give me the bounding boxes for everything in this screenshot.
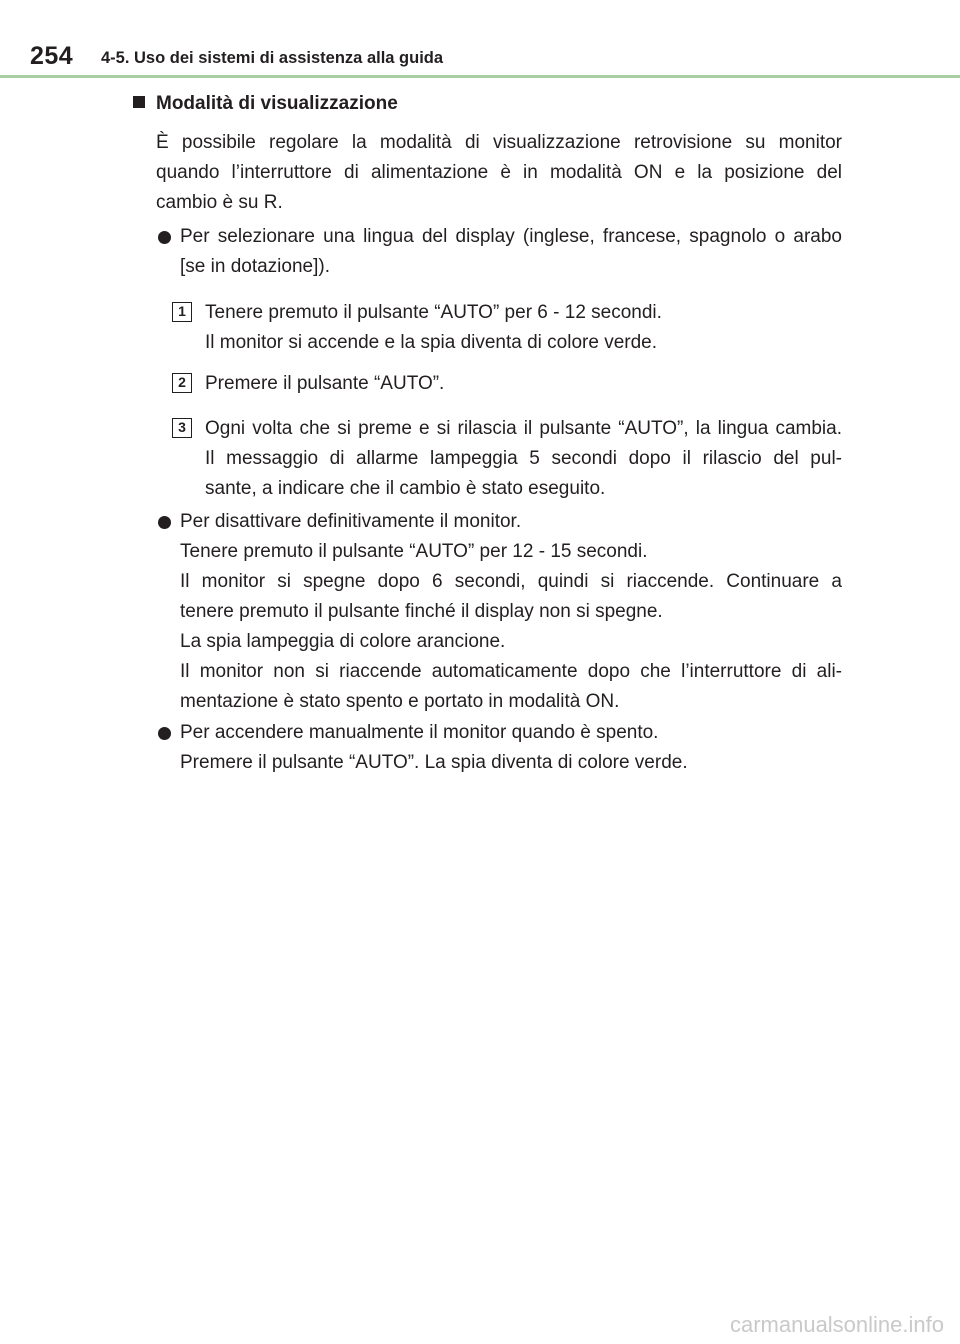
text-line: Per selezionare una lingua del display (inglese, francese, spagnolo o arabo (180, 226, 842, 247)
page-header (0, 0, 960, 82)
page-number: 254 (30, 42, 74, 70)
text-line: La spia lampeggia di colore arancione. (180, 631, 506, 652)
header-divider (0, 75, 960, 78)
step-number-badge: 2 (172, 373, 192, 393)
text-line: tenere premuto il pulsante finché il display non si spegne. (180, 601, 663, 622)
text-line: Premere il pulsante “AUTO”. (205, 373, 445, 394)
black-square-icon (133, 96, 145, 108)
heading-text: Modalità di visualizzazione (156, 93, 398, 114)
step-item (172, 369, 842, 399)
text-line: mentazione è stato spento e portato in modalità ON. (180, 691, 620, 712)
step-number-badge: 3 (172, 418, 192, 438)
bullet-icon (158, 727, 171, 740)
text-line: Per accendere manualmente il monitor quando è spento. (180, 722, 659, 743)
text-line: Premere il pulsante “AUTO”. La spia diventa di colore verde. (180, 752, 688, 773)
text-line: Tenere premuto il pulsante “AUTO” per 6 - 12 secondi. (205, 302, 662, 323)
text-line: cambio è su R. (156, 192, 283, 213)
text-line: Tenere premuto il pulsante “AUTO” per 12 - 15 secondi. (180, 541, 648, 562)
step-item (172, 414, 842, 504)
text-line: Ogni volta che si preme e si rilascia il pulsante “AUTO”, la lingua cambia. (205, 418, 842, 439)
text-line: Il monitor non si riaccende automaticamente dopo che l’interruttore di ali- (180, 661, 842, 682)
intro-paragraph (156, 128, 842, 218)
text-line: È possibile regolare la modalità di visualizzazione retrovisione su monitor (156, 132, 842, 153)
text-line: Il monitor si spegne dopo 6 secondi, quindi si riaccende. Continuare a (180, 571, 842, 592)
text-line: quando l’interruttore di alimentazione è in modalità ON e la posizione del (156, 162, 842, 183)
bullet-item (156, 718, 842, 778)
bullet-item (156, 507, 842, 717)
text-line: sante, a indicare che il cambio è stato eseguito. (205, 478, 606, 499)
text-line: Per disattivare definitivamente il monitor. (180, 511, 522, 532)
bullet-icon (158, 231, 171, 244)
bullet-icon (158, 516, 171, 529)
section-title: 4-5. Uso dei sistemi di assistenza alla guida (101, 49, 444, 67)
text-line: Il monitor si accende e la spia diventa di colore verde. (205, 332, 658, 353)
text-line: Il messaggio di allarme lampeggia 5 secondi dopo il rilascio del pul- (205, 448, 842, 469)
step-number-badge: 1 (172, 302, 192, 322)
watermark: carmanualsonline.info (729, 1312, 944, 1337)
bullet-item (156, 222, 842, 282)
text-line: [se in dotazione]). (180, 256, 330, 277)
step-item (172, 298, 842, 358)
subsection-heading (133, 93, 398, 115)
